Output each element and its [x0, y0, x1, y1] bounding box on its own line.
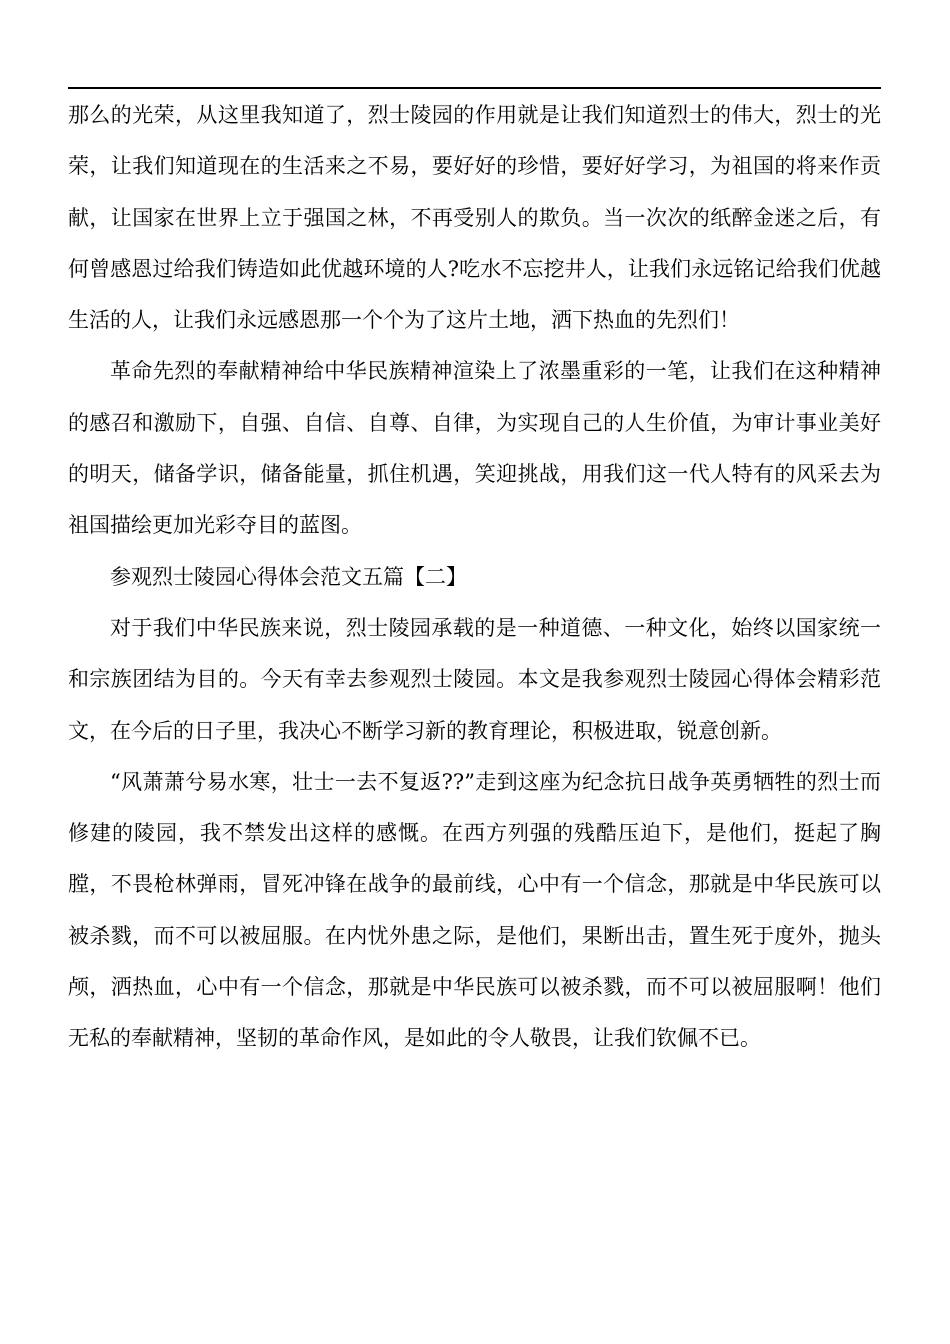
header-rule: [68, 87, 881, 89]
paragraph-quote: “风萧萧兮易水寒，壮士一去不复返??”走到这座为纪念抗日战争英勇牺牲的烈士而修建的陵园，我不禁发出这样的感慨。在西方列强的残酷压迫下，是他们，挺起了胸膛，不畏枪林弹雨，冒死冲锋在战争的最前线，心中有一个信念，那就是中华民族可以被杀戮，而不可以被屈服。在内忧外患之际，是他们，果断出击，置生死于度外，抛头颅，洒热血，心中有一个信念，那就是中华民族可以被杀戮，而不可以被屈服啊！他们无私的奉献精神，坚韧的革命作风，是如此的令人敬畏，让我们钦佩不已。: [68, 769, 881, 1051]
paragraph-intro: 对于我们中华民族来说，烈士陵园承载的是一种道德、一种文化，始终以国家统一和宗族团结为目的。今天有幸去参观烈士陵园。本文是我参观烈士陵园心得体会精彩范文，在今后的日子里，我决心不断学习新的教育理论，积极进取，锐意创新。: [68, 615, 881, 743]
paragraph-revolutionary-spirit: 革命先烈的奉献精神给中华民族精神渲染上了浓墨重彩的一笔，让我们在这种精神的感召和激励下，自强、自信、自尊、自律，为实现自己的人生价值，为审计事业美好的明天，储备学识，储备能量，抓住机遇，笑迎挑战，用我们这一代人特有的风采去为祖国描绘更加光彩夺目的蓝图。: [68, 359, 881, 538]
section-heading: 参观烈士陵园心得体会范文五篇【二】: [110, 564, 467, 589]
paragraph-continuation: 那么的光荣，从这里我知道了，烈士陵园的作用就是让我们知道烈士的伟大，烈士的光荣，让我们知道现在的生活来之不易，要好好的珍惜，要好好学习，为祖国的将来作贡献，让国家在世界上立于强国之林，不再受别人的欺负。当一次次的纸醉金迷之后，有何曾感恩过给我们铸造如此优越环境的人?吃水不忘挖井人，让我们永远铭记给我们优越生活的人，让我们永远感恩那一个个为了这片土地，洒下热血的先烈们！: [68, 103, 881, 333]
document-body: [68, 90, 881, 1065]
